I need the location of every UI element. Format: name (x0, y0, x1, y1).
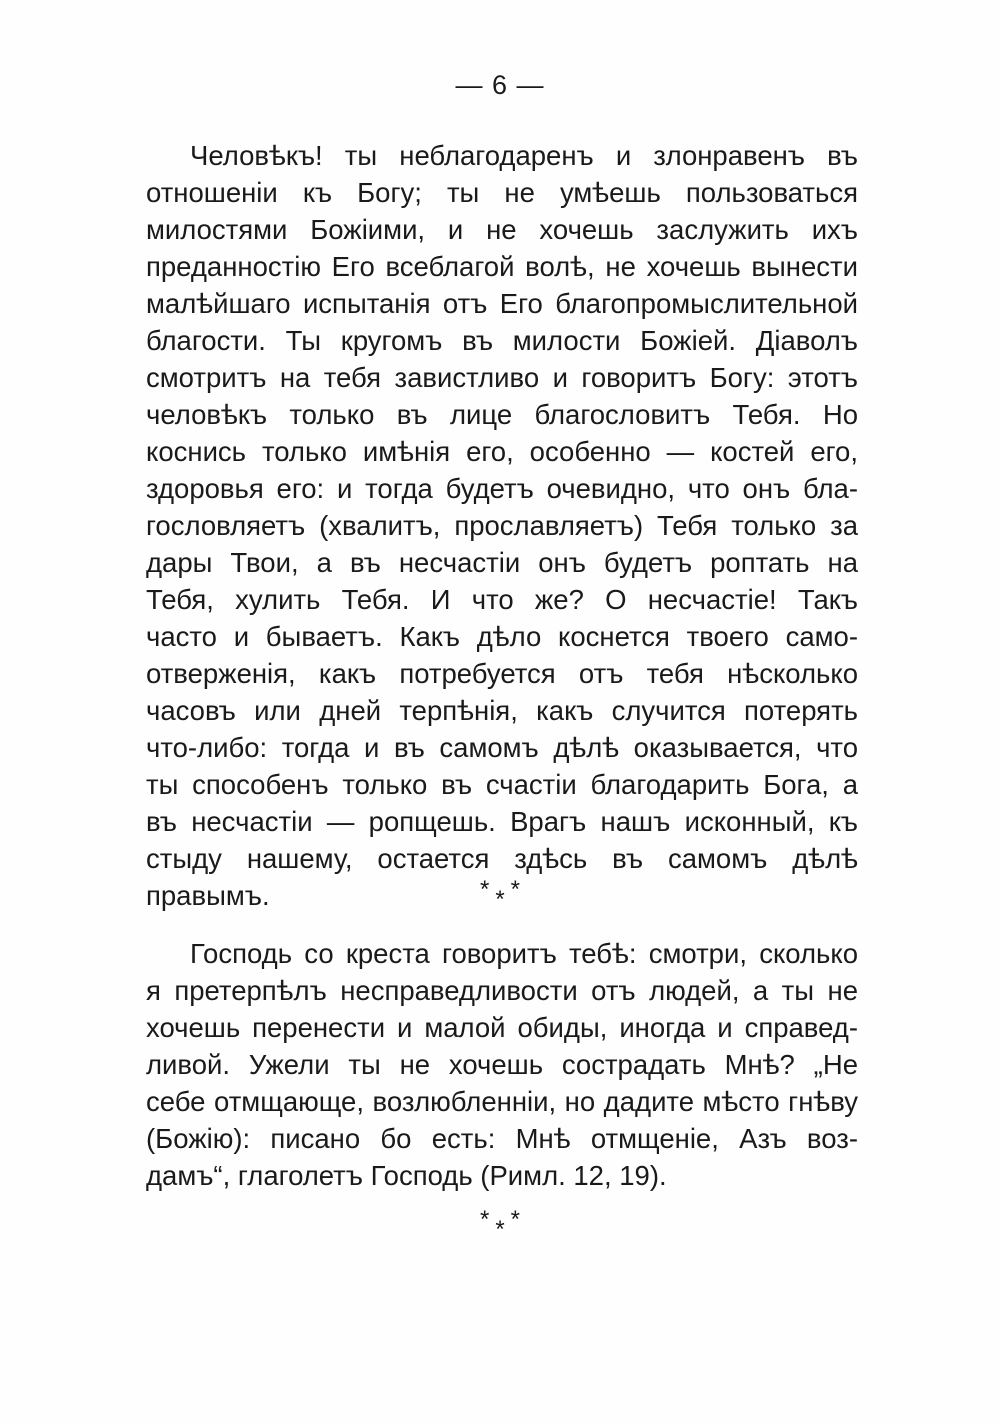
text-line: часовъ или дней терпѣнія, какъ случится потерять (146, 695, 858, 726)
text-line: человѣкъ только въ лице благословитъ Тебя. Но (146, 399, 858, 430)
text-line: ты способенъ только въ счастіи благодарить Бога, а (146, 769, 858, 800)
section-separator (0, 1206, 1000, 1243)
text-line: малѣйшаго испытанія отъ Его благопромыслительной (146, 288, 858, 319)
asterisk: * (479, 876, 490, 903)
text-line: отношеніи къ Богу; ты не умѣешь пользоваться (146, 177, 858, 208)
text-line: преданностію Его всеблагой волѣ, не хочешь вынести (146, 251, 858, 282)
text-line: дары Твои, а въ несчастіи онъ будетъ роптать на (146, 547, 858, 578)
text-line: часто и бываетъ. Какъ дѣло коснется твоего само- (146, 621, 858, 652)
section-separator (0, 876, 1000, 913)
text-line: здоровья его: и тогда будетъ очевидно, что онъ бла- (146, 473, 858, 504)
page-number: — 6 — (455, 70, 545, 100)
text-line: правымъ. (146, 880, 270, 911)
text-line: ливой. Ужели ты не хочешь сострадать Мнѣ? „Не (146, 1049, 858, 1080)
asterisk: * (495, 886, 505, 913)
text-line: себе отмщающе, возлюбленніи, но дадите мѣсто гнѣву (146, 1086, 858, 1117)
text-line: милостями Божіими, и не хочешь заслужить ихъ (146, 214, 858, 245)
asterisk: * (510, 876, 521, 903)
text-line: смотритъ на тебя завистливо и говоритъ Богу: этотъ (146, 362, 858, 393)
asterisk: * (510, 1206, 521, 1233)
paragraph-2 (146, 935, 858, 1194)
text-line: Тебя, хулить Тебя. И что же? О несчастіе! Такъ (146, 584, 858, 615)
asterisk: * (479, 1206, 490, 1233)
text-line: благости. Ты кругомъ въ милости Божіей. Діаволъ (146, 325, 858, 356)
paragraph-1 (146, 137, 858, 914)
text-line: (Божію): писано бо есть: Мнѣ отмщеніе, Азъ воз- (146, 1123, 858, 1154)
text-line: Человѣкъ! ты неблагодаренъ и злонравенъ въ (190, 140, 858, 171)
text-line: я претерпѣлъ несправедливости отъ людей, а ты не (146, 975, 858, 1006)
text-line: гословляетъ (хвалитъ, прославляетъ) Тебя только за (146, 510, 858, 541)
asterisk: * (495, 1216, 505, 1243)
text-line: отверженія, какъ потребуется отъ тебя нѣсколько (146, 658, 858, 689)
text-line: коснись только имѣнія его, особенно — костей его, (146, 436, 858, 467)
text-line: Господь со креста говоритъ тебѣ: смотри, сколько (190, 938, 858, 969)
text-line: хочешь перенести и малой обиды, иногда и справед- (146, 1012, 858, 1043)
text-line: въ несчастіи — ропщешь. Врагъ нашъ исконный, къ (146, 806, 858, 837)
text-line: что-либо: тогда и въ самомъ дѣлѣ оказывается, что (146, 732, 858, 763)
text-line: стыду нашему, остается здѣсь въ самомъ дѣлѣ (146, 843, 858, 874)
text-line: дамъ“, глаголетъ Господь (Римл. 12, 19). (146, 1160, 667, 1191)
